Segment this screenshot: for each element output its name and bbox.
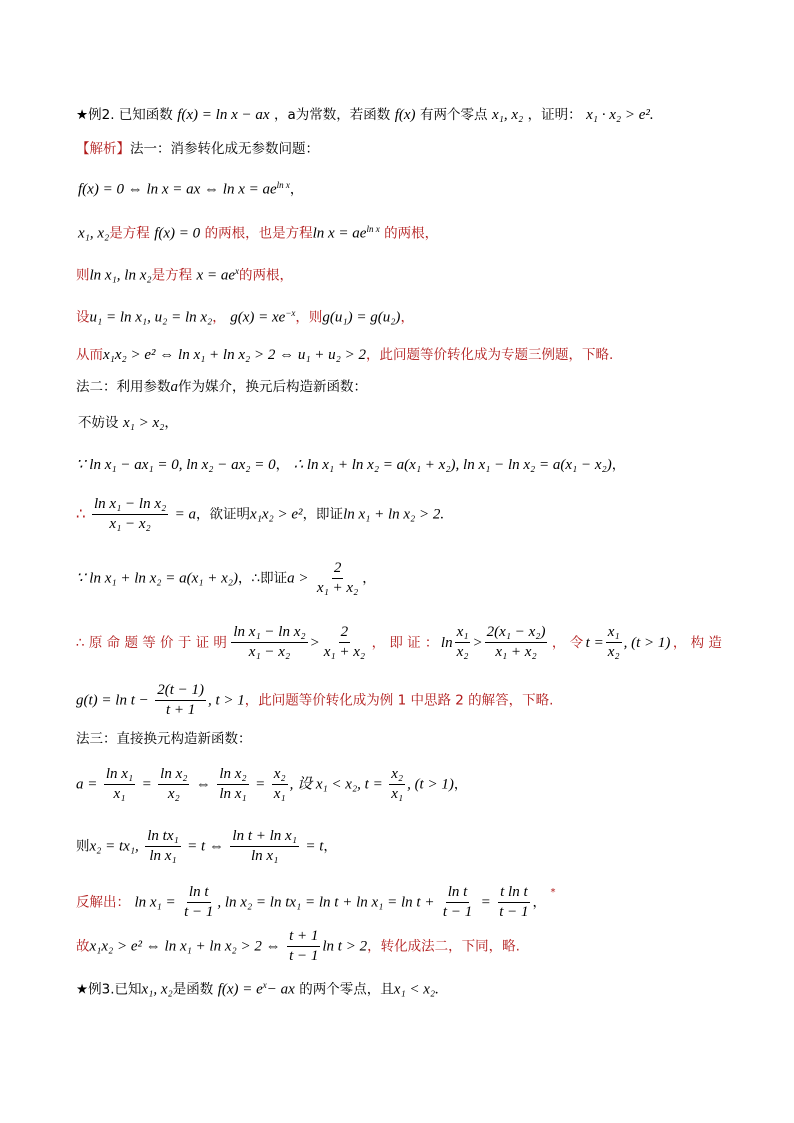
punct: ，: [323, 838, 337, 855]
denominator: x₁: [391, 786, 404, 802]
text: 则: [76, 838, 90, 855]
text: 是方程: [151, 267, 193, 284]
example3-prefix: ★例3.已知: [76, 981, 142, 998]
fraction: [322, 624, 367, 661]
equation: f(x) = 0: [154, 225, 201, 242]
order-condition: x₁ < x₂.: [393, 981, 439, 998]
text: ，: [212, 309, 226, 326]
fraction: [230, 828, 299, 865]
function-name: f(x): [394, 107, 416, 123]
punct: ，: [289, 181, 304, 198]
fraction: [441, 884, 474, 921]
numerator: x₁: [606, 624, 622, 643]
fraction-inequality: [229, 624, 369, 661]
denominator: t − 1: [289, 948, 319, 964]
punct: ，: [532, 894, 547, 911]
method3-line2: [76, 828, 337, 865]
exponent: ln x: [276, 180, 290, 190]
fraction: [606, 624, 622, 661]
text: 设: [76, 309, 90, 326]
example2-statement: [76, 106, 654, 124]
equivalence-chain: x₁x₂ > e² ⇔ ln x₁ + ln x₂ > 2 ⇔: [89, 938, 281, 955]
equation: x = ae: [196, 267, 235, 284]
fraction: [272, 766, 288, 803]
condition: , t > 1: [207, 692, 245, 709]
example2-prefix: ★例2. 已知函数: [76, 107, 173, 123]
punct: ，: [453, 776, 468, 793]
method2-line2: [76, 456, 625, 474]
text: ， 构 造: [672, 634, 722, 651]
ln-x2-chain: , ln x₂ = ln tx₁ = ln t + ln x₁ = ln t +: [217, 894, 435, 911]
fraction: [485, 624, 548, 661]
denominator: x₁: [273, 786, 286, 802]
gt: >: [472, 634, 483, 651]
denominator: ln x₁: [251, 848, 279, 864]
fraction: [104, 766, 135, 803]
method1-line5: [76, 346, 613, 364]
t-substitution: [586, 624, 671, 661]
method2-line4: [76, 560, 376, 597]
method2-title: [76, 378, 367, 396]
method3-line4: [76, 928, 520, 965]
method1-title: 法一：消参转化成无参数问题：: [130, 141, 319, 157]
method3-line1: [76, 766, 467, 803]
zero-conditions: ∵ ln x₁ − ax₁ = 0, ln x₂ − ax₂ = 0: [76, 457, 276, 473]
fraction: [92, 496, 168, 533]
punct: ，: [611, 457, 626, 473]
denominator: t − 1: [184, 904, 214, 920]
ln: ln: [440, 634, 453, 651]
g-definition: g(x) = xe: [230, 309, 286, 326]
text: ，即证: [302, 506, 344, 523]
zeros-symbols: x₁, x₂: [141, 981, 173, 998]
numerator: t ln t: [498, 884, 530, 903]
fraction: [217, 766, 248, 803]
assumption: x₁ > x₂: [122, 415, 165, 431]
fraction: [145, 828, 180, 865]
text: ∴ 原 命 题 等 价 于 证 明: [76, 634, 227, 651]
text: 是方程: [109, 225, 150, 242]
fraction: [155, 682, 206, 719]
exponent: −x: [285, 308, 296, 318]
fraction: [455, 624, 471, 661]
equals: =: [255, 776, 266, 793]
equals: =: [480, 894, 491, 911]
function-definition: f(x) = ln x − ax: [177, 107, 270, 123]
log-roots: ln x₁, ln x₂: [89, 267, 152, 284]
method1-line1: [78, 176, 303, 199]
numerator: ln x₂: [158, 766, 189, 785]
final-inequality: ln t > 2: [322, 938, 368, 955]
method2-line6: [76, 682, 553, 719]
log-inequality: [441, 624, 550, 661]
assumption: , 设 x₁ < x₂, t =: [289, 776, 383, 793]
exponent: x: [262, 980, 267, 990]
equivalence-chain: x₁x₂ > e² ⇔ ln x₁ + ln x₂ > 2 ⇔ u₁ + u₂ > 2: [103, 347, 367, 363]
text: 反解出：: [76, 894, 130, 911]
denominator: x₁ + x₂: [495, 644, 537, 660]
text: 则: [76, 267, 90, 284]
text: 作为媒介，换元后构造新函数：: [178, 379, 367, 395]
text: ，欲证明: [196, 506, 251, 523]
exponent: ln x: [366, 224, 380, 234]
equivalence-chain: f(x) = 0 ⇔ ln x = ax ⇔ ln x = ae: [78, 181, 277, 198]
denominator: ln x₁: [219, 786, 247, 802]
method1-line2: [78, 220, 438, 243]
punct: ，: [164, 415, 178, 431]
method2-line1: [78, 414, 178, 432]
condition: , (t > 1): [623, 634, 671, 651]
asterisk: *: [550, 887, 556, 898]
exponent: x: [234, 266, 239, 276]
text: 从而: [76, 347, 103, 363]
numerator: 2: [332, 560, 344, 579]
numerator: ln t: [187, 884, 211, 903]
fraction: [497, 884, 530, 921]
text: 的两个零点，且: [299, 981, 394, 998]
g-t-definition: g(t) = ln t −: [76, 692, 149, 709]
iff: ⇔: [195, 776, 211, 793]
numerator: ln t + ln x₁: [230, 828, 299, 847]
denominator: ln x₁: [149, 848, 177, 864]
ln-x1: ln x₁ =: [134, 894, 176, 911]
text: ，∴即证: [237, 570, 288, 587]
text: ，则: [295, 309, 323, 326]
x2-expression: x₂ = tx₁,: [89, 838, 139, 855]
method1-line3: [76, 262, 293, 285]
method1-line4: [76, 304, 414, 327]
analysis-header: [76, 140, 319, 158]
fraction: [287, 928, 320, 965]
text: ，: [400, 309, 414, 326]
param-a: a: [170, 379, 178, 395]
numerator: ln x₂: [217, 766, 248, 785]
punct: ，: [362, 570, 376, 587]
text: 不妨设: [78, 415, 119, 431]
fraction: [389, 766, 405, 803]
denominator: x₁ − x₂: [109, 516, 151, 532]
numerator: ln x₁: [104, 766, 135, 785]
denominator: x₂: [456, 644, 469, 660]
text: ， 令: [551, 634, 584, 651]
fraction: [158, 766, 189, 803]
zeros-symbols: x₁, x₂: [491, 107, 524, 123]
fraction: [231, 624, 307, 661]
numerator: 2: [339, 624, 351, 643]
text: 是函数: [172, 981, 214, 998]
because-sum: ∵ ln x₁ + ln x₂ = a(x₁ + x₂): [76, 570, 238, 587]
therefore-symbol: ∴: [76, 506, 86, 523]
denominator: t − 1: [442, 904, 473, 920]
equals-t-iff: = t ⇔: [187, 838, 224, 855]
g-equality: g(u₁) = g(u₂): [322, 309, 401, 326]
text: 法二：利用参数: [76, 379, 171, 395]
fraction: [182, 884, 215, 921]
numerator: ln tx₁: [145, 828, 180, 847]
method3-line3: [76, 884, 555, 921]
numerator: 2(x₁ − x₂): [485, 624, 548, 643]
text: ，此问题等价转化成为专题三例题，下略.: [366, 347, 614, 363]
substitution: u₁ = ln x₁, u₂ = ln x₂: [89, 309, 213, 326]
numerator: ln t: [446, 884, 470, 903]
roots-symbols: x₁, x₂: [78, 225, 110, 242]
text: 故: [76, 938, 90, 955]
goal: x₁x₂ > e²: [250, 506, 303, 523]
goal-inequality: x₁ · x₂ > e².: [586, 107, 654, 123]
numerator: x₂: [389, 766, 405, 785]
text: 的两根，: [238, 267, 293, 284]
numerator: 2(t − 1): [155, 682, 206, 701]
method2-line3: [76, 496, 444, 533]
method2-line5: [76, 624, 722, 661]
example3-statement: [76, 976, 439, 999]
denominator: x₁ + x₂: [316, 580, 359, 596]
function-tail: − ax: [266, 981, 295, 998]
numerator: x₂: [272, 766, 288, 785]
denominator: t − 1: [499, 904, 529, 920]
numerator: x₁: [455, 624, 471, 643]
condition: , (t > 1): [407, 776, 454, 793]
a-greater: a >: [287, 570, 309, 587]
text: ，转化成法二，下同，略.: [367, 938, 520, 955]
prove-text: ，证明：: [527, 107, 582, 123]
numerator: ln x₁ − ln x₂: [231, 624, 307, 643]
parameter-text: ，a为常数，若函数: [273, 107, 391, 123]
numerator: ln x₁ − ln x₂: [92, 496, 168, 515]
method3-title: [76, 730, 252, 748]
denominator: t + 1: [165, 702, 196, 718]
numerator: t + 1: [287, 928, 320, 947]
equivalent-goal: ln x₁ + ln x₂ > 2.: [343, 506, 445, 523]
text: 法三：直接换元构造新函数：: [76, 731, 252, 747]
fraction: [315, 560, 360, 597]
denominator: x₂: [167, 786, 180, 802]
equals: =: [141, 776, 152, 793]
text: ， 即 证 ：: [371, 634, 439, 651]
function-definition: f(x) = e: [217, 981, 263, 998]
denominator: x₁ + x₂: [323, 644, 366, 660]
denominator: x₂: [607, 644, 620, 660]
punct: ，: [275, 457, 290, 473]
gt: >: [309, 634, 320, 651]
text: 的两根，: [384, 225, 439, 242]
denominator: x₁: [113, 786, 126, 802]
sum-difference: ∴ ln x₁ + ln x₂ = a(x₁ + x₂), ln x₁ − ln x₂ = a(x₁ − x₂): [293, 457, 612, 473]
equals-t: = t: [305, 838, 324, 855]
equation: ln x = ae: [312, 225, 367, 242]
denominator: x₁ − x₂: [248, 644, 291, 660]
a-equals: a =: [76, 776, 98, 793]
text: ，此问题等价转化成为例 1 中思路 2 的解答，下略.: [244, 692, 554, 709]
zeros-text: 有两个零点: [420, 107, 488, 123]
equals-a: = a: [174, 506, 197, 523]
analysis-tag: 【解析】: [76, 141, 130, 157]
t-equals: t =: [585, 634, 604, 651]
text: 的两根，也是方程: [204, 225, 313, 242]
